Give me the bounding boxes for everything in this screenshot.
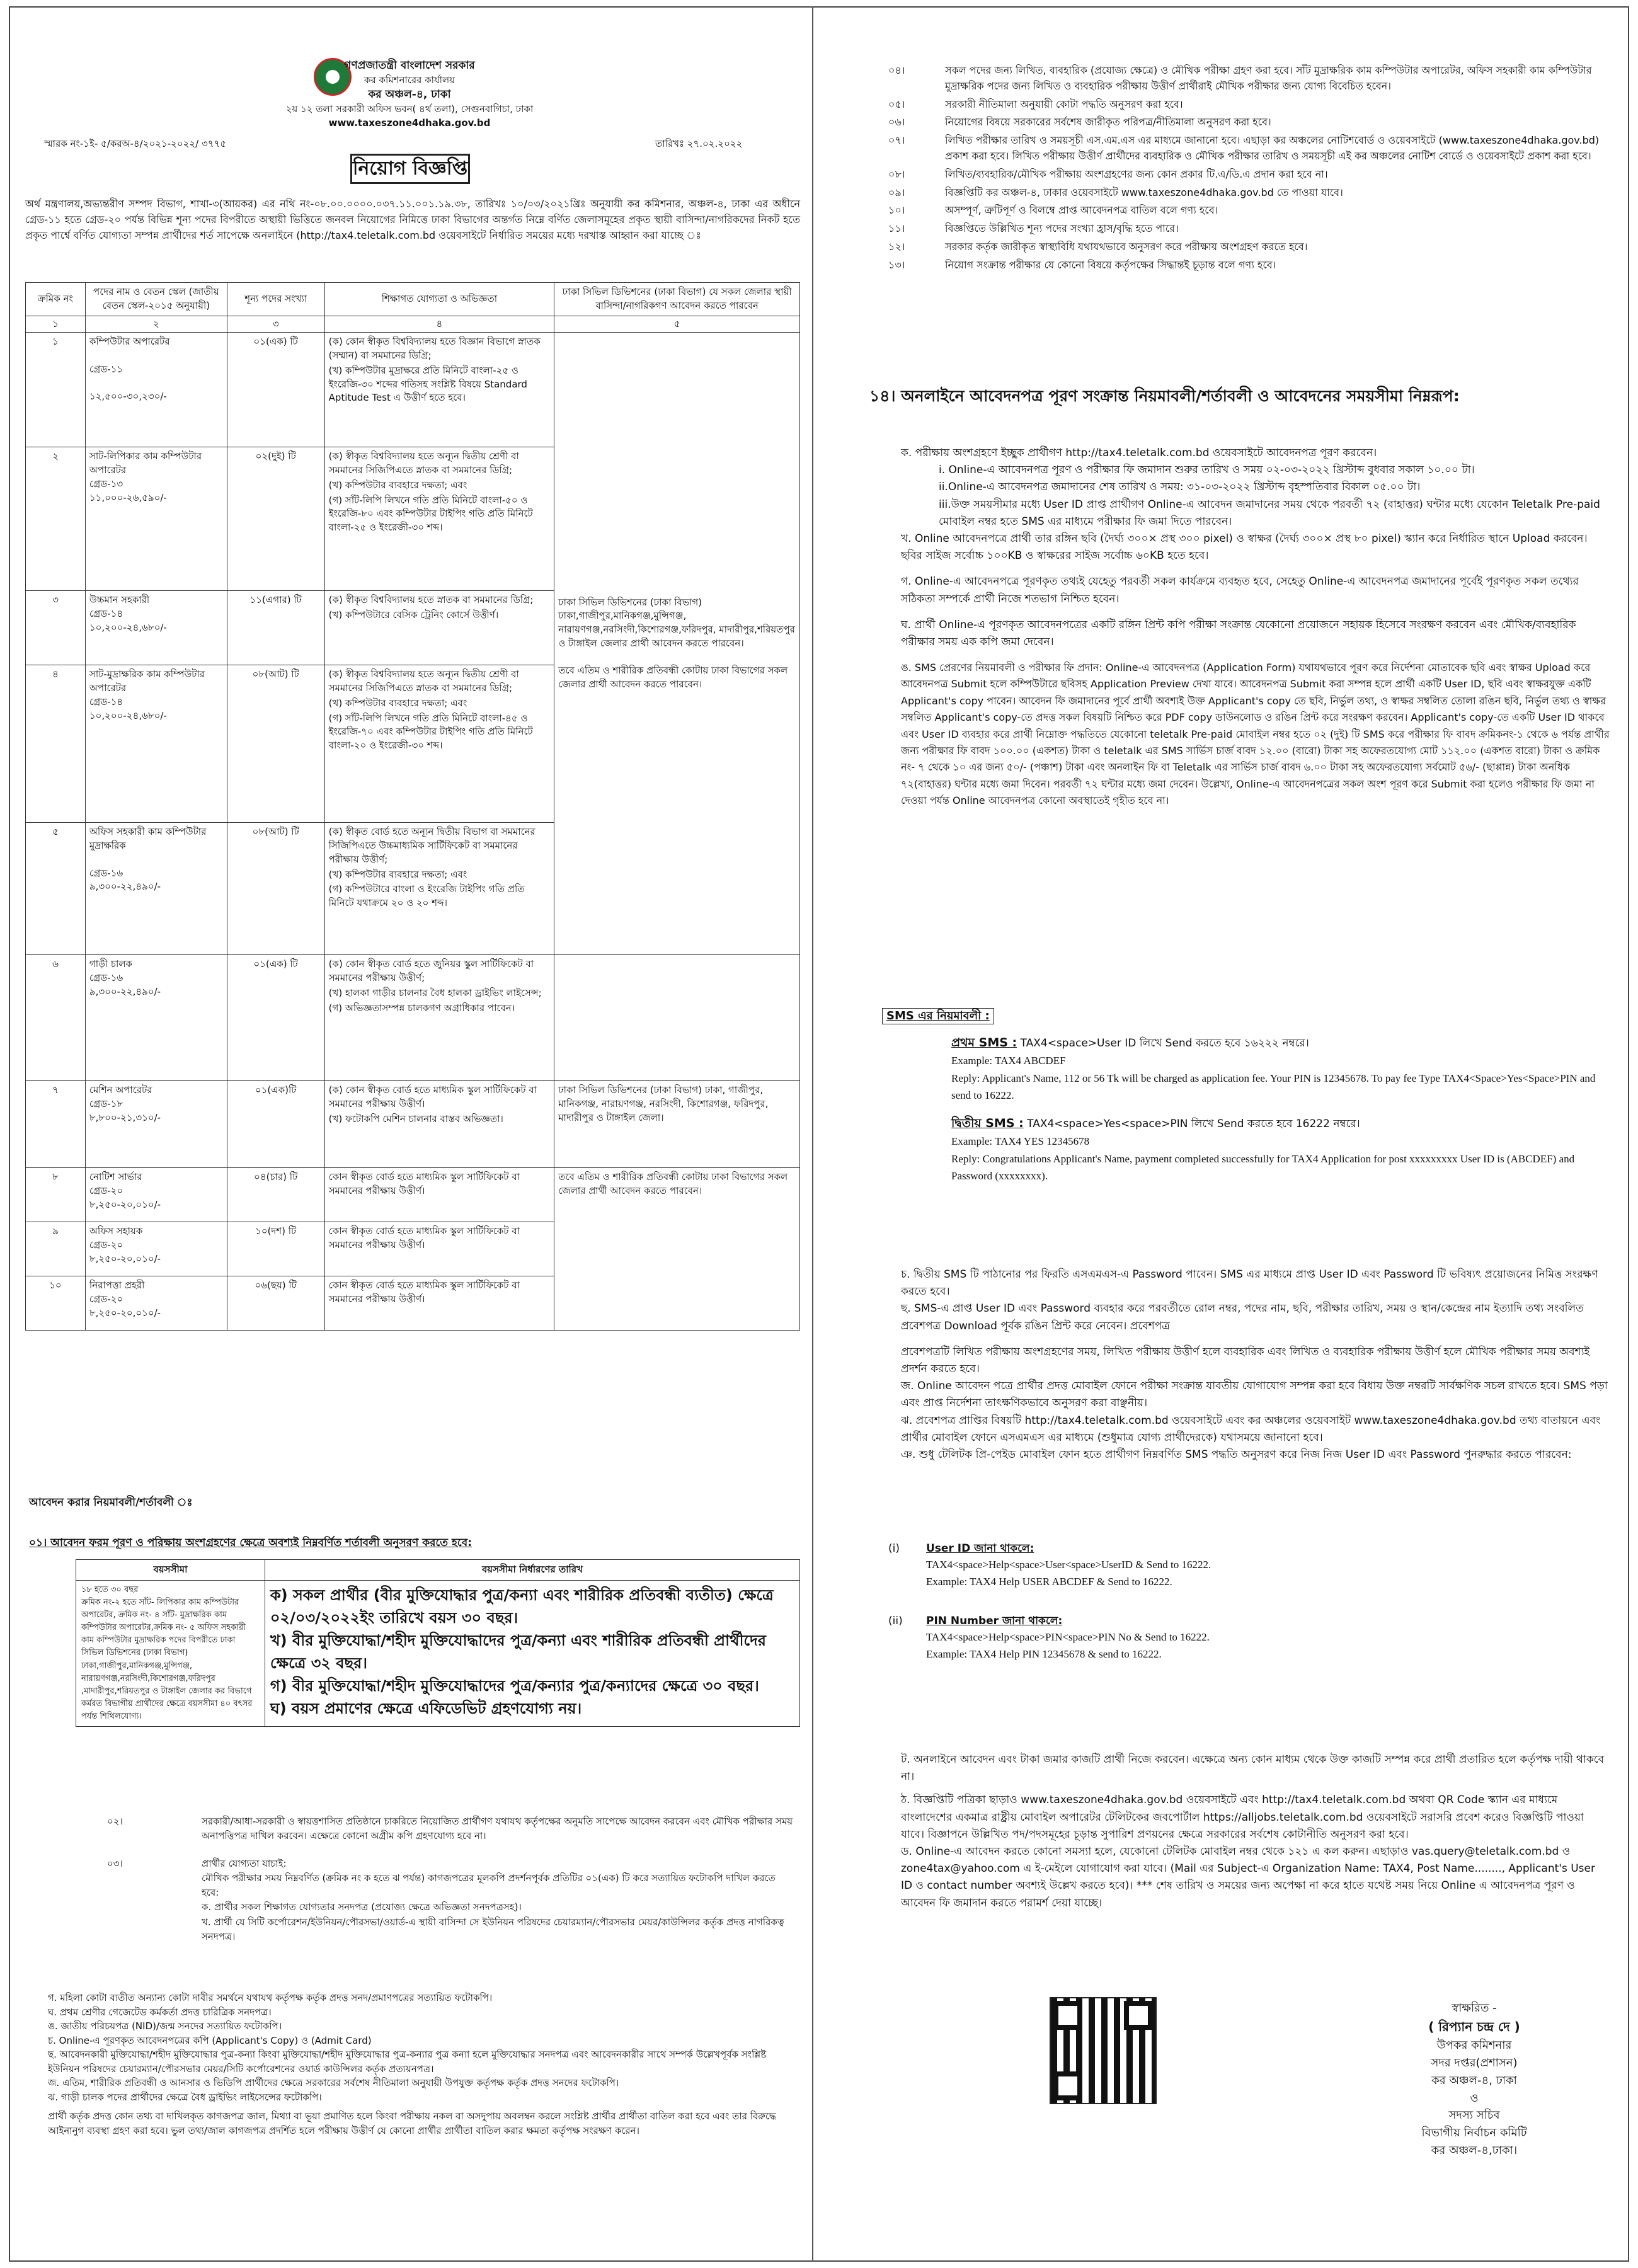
doc-item: ঘ. প্রথম শ্রেণীর গেজেটেড কর্মকর্তা প্রদত্ত চারিত্রিক সনদপত্র। — [48, 2006, 272, 2018]
row-post — [85, 591, 227, 665]
sms1-text: TAX4<space>User ID লিখে Send করতে হবে ১৬২২২ নম্বরে। — [1020, 1037, 1309, 1050]
post-scale: ১১,০০০-২৬,৫৯০/- — [89, 491, 167, 503]
signatory-line: কর অঞ্চল-৪, ঢাকা — [1431, 2073, 1517, 2087]
notice-title: নিয়োগ বিজ্ঞপ্তি — [350, 154, 470, 184]
row-qualification — [324, 333, 554, 447]
retrieve-example: Example: TAX4 Help PIN 12345678 & send to 16222. — [926, 1647, 1162, 1660]
signatory-line: উপকর কমিশনার — [1436, 2038, 1512, 2052]
retrieve-command: TAX4<space>Help<space>User<space>UserID & Send to 16222. — [926, 1559, 1211, 1571]
post-name: নিরাপত্তা প্রহরী — [89, 1280, 145, 1292]
header-website: www.taxeszone4dhaka.gov.bd — [328, 117, 491, 129]
row-qualification — [324, 823, 554, 955]
qualification-line: (খ) কম্পিউটার ব্যবহারে দক্ষতা; এবং — [328, 868, 467, 880]
age-table-wrap — [76, 1559, 800, 1727]
doc-warning: প্রার্থী কর্তৃক প্রদত্ত কোন তথ্য বা দাখিলকৃত কাগজপত্র জাল, মিথ্যা বা ভূয়া প্রমাণিত হলে কিংবা পরীক্ষায় নকল বা অসদুপায় অবলম্বন করলে সংশ্লিষ্ট প্রার্থীর প্রার্থীতা বাতিল করা হবে এবং তার বিরুদ্ধে আইনানুগ ব্যবস্থা গ্রহণ করা হবে। ভুল তথ্য/জাল কাগজপত্র প্রদর্শিত হলে পরীক্ষায় উত্তীর্ণ যে কোনো প্রার্থীর প্রার্থীতা বাতিল করার ক্ষমতা কর্তৃপক্ষ সংরক্ষণ করেন। — [48, 2110, 776, 2136]
row-serial: ৯ — [26, 1222, 86, 1276]
jobs-header-districts: ঢাকা সিভিল ডিভিশনের (ঢাকা বিভাগ) যে সকল জেলার স্থায়ী বাসিন্দা/নাগরিকগণ আবেদন করতে পারবেন — [554, 283, 800, 316]
qualification-line: (গ) কম্পিউটারে বাংলা ও ইংরেজি টাইপিং গতি প্রতি মিনিটে যথাক্রমে ২০ ও ২০ শব্দ। — [328, 883, 525, 908]
row-count: ০৪(চার) টি — [227, 1168, 324, 1222]
retrieve-command: TAX4<space>Help<space>PIN<space>PIN No & Send to 16222. — [926, 1631, 1210, 1644]
row-qualification: কোন স্বীকৃত বোর্ড হতে মাধ্যমিক স্কুল সার্টিফিকেট বা সমমানের পরীক্ষায় উত্তীর্ণ। — [324, 1222, 554, 1276]
rule-number: ০৮। — [888, 168, 905, 180]
row-count: ০১(এক) টি — [227, 955, 324, 1081]
memo-number: স্মারক নং-১ই- ৫/করঅ-৪/২০২১-২০২২/ ৩৭৭৫ — [44, 138, 226, 149]
qualification-line: (ক) কোন স্বীকৃত বোর্ড হতে জুনিয়র স্কুল সার্টিফিকেট বা সমমানের পরীক্ষায় উত্তীর্ণ; — [328, 958, 534, 983]
online-rule: জ. Online আবেদন পত্রে প্রার্থীর প্রদত্ত মোবাইল ফোনে পরীক্ষা সংক্রান্ত যাবতীয় যোগাযোগ সম্পন্ন করা হবে বিধায় উক্ত নম্বরটি সার্বক্ষণিক সচল রাখতে হবে। SMS পড়া এবং প্রাপ্ত নির্দেশনা তাৎক্ষণিকভাবে অনুসরণ করা বাঞ্ছনীয়। — [901, 1380, 1608, 1410]
row-post — [85, 1222, 227, 1276]
col-num: ২ — [85, 316, 227, 333]
row-qualification — [324, 955, 554, 1081]
rule-number: ১১। — [888, 222, 905, 235]
post-grade: গ্রেড-২০ — [89, 1293, 123, 1305]
header-line-2: কর কমিশনারের কার্যালয় — [364, 74, 455, 86]
row-post — [85, 447, 227, 591]
right-column — [825, 0, 1616, 2268]
row-districts — [554, 333, 800, 955]
jobs-header-count: শূন্য পদের সংখ্যা — [227, 283, 324, 316]
post-name: কম্পিউটার অপারেটর — [89, 336, 170, 348]
post-scale: ৮,৮০০-২১,৩১০/- — [89, 1111, 161, 1123]
rule-line: খ. প্রার্থী যে সিটি কর্পোরেশন/ইউনিয়ন/পৌরসভা/ওয়ার্ড-এ স্থায়ী বাসিন্দা সে ইউনিয়ন পরিষদের চেয়ারম্যান/পৌরসভার মেয়র/কাউন্সিলর কর্তৃক প্রদত্ত নাগরিকত্ব সনদপত্র। — [202, 1916, 784, 1942]
online-rule: ঠ. বিজ্ঞপ্তিটি পত্রিকা ছাড়াও www.taxeszone4dhaka.gov.bd ওয়েবসাইটে এবং http://tax4.teletalk.com.bd অথবা QR Code স্ক্যান এর মাধ্যমে বাংলাদেশের একমাত্র রাষ্ট্রীয় মোবাইল অপারেটর টেলিটকের জবপোর্টাল https://alljobs.teletalk.com.bd ওয়েবসাইটে সরাসরি প্রবেশ করেও বিজ্ঞপ্তিটি পাওয়া যাবে। বিজ্ঞাপনে উল্লিখিত পদ/পদসমূহের চূড়ান্ত সুপারিশ প্রণয়নের ক্ষেত্রে সরকারের সর্বশেষ কোটানীতি অনুসরণ করা হবে। — [901, 1794, 1584, 1841]
signatory-line: সদর দপ্তর(প্রশাসন) — [1431, 2056, 1518, 2070]
age-left-cell — [76, 1580, 265, 1727]
qualification-line: (গ) সাঁট-লিপি লিখনে গতি প্রতি মিনিটে বাংলা-৫০ ও ইংরেজি-৮০ এবং কম্পিউটার টাইপিং গতি প্রতি মিনিটে বাংলা-২৫ ও ইংরেজী-৩০ শব্দ। — [328, 494, 533, 533]
row-post — [85, 955, 227, 1081]
row-post — [85, 1276, 227, 1331]
online-rule: চ. দ্বিতীয় SMS টি পাঠানোর পর ফিরতি এসএমএস-এ Password পাবেন। SMS এর মাধ্যমে প্রাপ্ত User ID এবং Password টি ভবিষ্যৎ প্রয়োজনের নিমিত্ত সংরক্ষণ করতে হবে। — [901, 1268, 1598, 1298]
post-grade: গ্রেড-১৪ — [89, 608, 123, 619]
online-rule-sms-fee: ঙ. SMS প্রেরণের নিয়মাবলী ও পরীক্ষার ফি প্রদান: Online-এ আবেদনপত্র (Application Form) যথাযথভাবে পূরণ করে নির্দেশনা মোতাবেক ছবি এবং স্বাক্ষর Upload করে আবেদনপত্র Submit হলে কম্পিউটারে ছবিসহ Application Preview দেখা যাবে। আবেদনপত্র Submit করা সম্পন্ন হলে প্রার্থী একটি User ID, ছবি এবং স্বাক্ষরযুক্ত একটি Applicant's copy পাবেন। আবেদন ফি জমাদানের পূর্বে প্রার্থী অবশ্যই উক্ত Applicant's copy তে ছবি, নির্ভুল তথ্য, ও স্বাক্ষর সম্বলিত তোলা রঙিন ছবি, নির্ভুল তথ্য ও স্বাক্ষর সম্বলিত Applicant's copy-তে প্রদত্ত সকল বিষয়টি নিশ্চিত করে PDF copy ডাউনলোড ও রঙিন প্রিন্ট করে সংরক্ষণ করবেন। Applicant's copy-তে একটি User ID থাকবে এবং User ID ব্যবহার করে প্রার্থী নিম্নোক্ত পদ্ধতিতে যেকোনো teletalk Pre-paid মোবাইল নম্বর হতে ০২ (দুই) টি SMS করে পরীক্ষার ফি বাবদ ক্রমিকনং-১ থেকে ৬ পর্যন্ত প্রার্থীর জন্য পরীক্ষার ফি বাবদ ১০০.০০ (একশত) টাকা ও teletalk এর SMS সার্ভিস চার্জ বাবদ ১২.০০ (বারো) টাকা সহ অফেরতযোগ্য মোট ১১২.০০ (একশত বারো) টাকা ও ক্রমিক নং- ৭ থেকে ১০ এর জন্য ৫০/- (পঞ্চাশ) টাকা এবং অনলাইন ফি বা Teletalk এর সার্ভিস চার্জ বাবদ ৬.০০ টাকা সহ অফেরতযোগ্য সর্বমোট ৫৬/- (ছাপ্পান্ন) টাকা অনধিক ৭২(বাহাত্তর) ঘন্টার মধ্যে জমা দিবেন। পরবর্তী ৭২ ঘন্টার মধ্যে জমা দেবেন। উল্লেখ্য, Online-এ আবেদনপত্রের সকল অংশ পূরণ করে Submit করা হলেও পরীক্ষার ফি জমা না দেওয়া পর্যন্ত Online আবেদনপত্র কোনো অবস্থাতেই গৃহীত হবে না। — [901, 662, 1610, 807]
post-scale: ৯,৩০০-২২,৪৯০/- — [89, 881, 161, 893]
rule-number: ০৪। — [888, 64, 905, 76]
online-rule: ট. অনলাইনে আবেদন এবং টাকা জমার কাজটি প্রার্থী নিজে করবেন। এক্ষেত্রে অন্য কোন মাধ্যম থেকে উক্ত কাজটি সম্পন্ন করে প্রার্থী প্রতারিত হলে কর্তৃপক্ষ দায়ী থাকবে না। — [901, 1753, 1605, 1784]
rule-line: প্রার্থীর যোগ্যতা যাচাই: — [202, 1857, 287, 1869]
row-districts — [554, 955, 800, 1081]
jobs-table-wrap — [25, 282, 800, 1331]
rule-number: ০৫। — [888, 98, 905, 110]
post-scale: ৯,৩০০-২২,৪৯০/- — [89, 985, 161, 997]
online-rule: খ. Online আবেদনপত্রে প্রার্থী তার রঙ্গিন ছবি (দৈর্ঘ্য ৩০০× প্রস্থ ৩০০ pixel) ও স্বাক্ষর (দৈর্ঘ্য ৩০০× প্রস্থ ৮০ pixel) স্ক্যান করে নির্ধারিত স্থানে Upload করবেন। ছবির সাইজ সর্বোচ্চ ১০০KB ও স্বাক্ষরের সাইজ সর্বোচ্চ ৬০KB হতে হবে। — [901, 532, 1588, 563]
header-address: ২য় ১২ তলা সরকারী অফিস ভবন( ৪র্থ তলা), সেগুনবাগিচা, ঢাকা — [285, 103, 534, 115]
row-qualification: কোন স্বীকৃত বোর্ড হতে মাধ্যমিক স্কুল সার্টিফিকেট বা সমমানের পরীক্ষায় উত্তীর্ণ। — [324, 1276, 554, 1331]
rule-text: নিয়োগের বিষয়ে সরকারের সর্বশেষ জারীকৃত পরিপত্র/নীতিমালা অনুসরণ করা হবে। — [945, 116, 1271, 129]
doc-item: গ. মহিলা কোটা ব্যতীত অন্যান্য কোটা দাবীর সমর্থনে যথাযথ কর্তৃপক্ষ কর্তৃক প্রদত্ত সনদ/প্রমাণপত্রের সত্যায়িত ফটোকপি। — [48, 1992, 493, 2003]
age-rule: ক) সকল প্রার্থীর (বীর মুক্তিযোদ্ধার পুত্র/কন্যা এবং শারীরিক প্রতিবন্ধী ব্যতীত) ক্ষেত্রে ০২/০৩/২০২২ইং তারিখে বয়স ৩০ বছর। — [270, 1586, 774, 1627]
doc-item: ঙ. জাতীয় পরিচয়পত্র (NID)/জন্ম সনদের সত্যায়িত ফটোকপি। — [48, 2020, 282, 2032]
row-count: ১১(এগার) টি — [227, 591, 324, 665]
row-serial: ৭ — [26, 1081, 86, 1168]
qualification-line: (ক) স্বীকৃত বিশ্ববিদ্যালয় হতে অন্যূন দ্বিতীয় শ্রেণী বা সমমানের সিজিপিএতে স্নাতক বা সমমানের ডিগ্রি; — [328, 450, 519, 476]
online-subrule: ii.Online-এ আবেদনপত্র জমাদানের শেষ তারিখ ও সময়: ৩১-০৩-২০২২ খ্রিস্টাব্দ বৃহস্পতিবার বিকাল ০৫.০০ টা। — [939, 481, 1421, 494]
post-scale: ১০,২০০-২৪,৬৮০/- — [89, 709, 167, 721]
qr-code-icon[interactable] — [1050, 1997, 1157, 2104]
post-name: মেশিন অপারেটর — [89, 1084, 152, 1096]
table-row — [26, 955, 800, 1081]
jobs-header-post: পদের নাম ও বেতন স্কেল (জাতীয় বেতন স্কেল-২০১৫ অনুযায়ী) — [85, 283, 227, 316]
qualification-line: (ক) কোন স্বীকৃত বোর্ড হতে মাধ্যমিক স্কুল সার্টিফিকেট বা সমমানের পরীক্ষায় উত্তীর্ণ। — [328, 1084, 537, 1109]
row-qualification — [324, 665, 554, 823]
retrieve-userid — [888, 1540, 1581, 1663]
post-grade: গ্রেড-১৪ — [89, 696, 123, 707]
post-name: সাট-মুদ্রাক্ষরিক কাম কম্পিউটার অপারেটর — [89, 668, 205, 694]
doc-item: চ. Online-এ পূরণকৃত আবেদনপত্রের কপি (Applicant's Copy) ও (Admit Card) — [48, 2034, 372, 2046]
qualification-line: (ক) স্বীকৃত বিশ্ববিদ্যালয় হতে অন্যূন দ্বিতীয় শ্রেণী বা সমমানের সিজিপিএতে স্নাতক বা সমমানের ডিগ্রি; — [328, 668, 519, 694]
column-divider — [812, 6, 813, 2262]
qualification-line: (খ) ফটোকপি মেশিন চালনার বাস্তব অভিজ্ঞতা। — [328, 1113, 503, 1125]
row-post — [85, 333, 227, 447]
col-num: ১ — [26, 316, 86, 333]
row-serial: ১ — [26, 333, 86, 447]
rule-text — [164, 1857, 794, 1945]
rule-text: বিজ্ঞপ্তিটি কর অঞ্চল-৪, ঢাকার ওয়েবসাইটে www.taxeszone4dhaka.gov.bd তে পাওয়া যাবে। — [945, 186, 1343, 198]
doc-item: ঝ. গাড়ী চালক পদের প্রার্থীদের ক্ষেত্রে বৈধ ড্রাইভিং লাইসেন্সের ফটোকপি। — [48, 2091, 322, 2103]
online-rule: ঝ. প্রবেশপত্র প্রাপ্তির বিষয়টি http://tax4.teletalk.com.bd ওয়েবসাইটে এবং কর অঞ্চলের ওয়েবসাইট www.taxeszone4dhaka.gov.bd তথ্য বাতায়নে এবং প্রার্থীর মোবাইল ফোনে এসএমএস এর মাধ্যমে (শুধুমাত্র যোগ্য প্রার্থীদেরকে) যথাসময়ে জানানো হবে। — [901, 1414, 1601, 1444]
rule-number: ১২। — [888, 240, 905, 253]
qualification-line: (খ) কম্পিউটার ব্যবহারে দক্ষতা; এবং — [328, 697, 467, 709]
row-qualification: কোন স্বীকৃত বোর্ড হতে মাধ্যমিক স্কুল সার্টিফিকেট বা সমমানের পরীক্ষায় উত্তীর্ণ। — [324, 1168, 554, 1222]
online-rules-2 — [901, 1266, 1610, 1463]
retrieve-label: User ID জানা থাকলে: — [926, 1542, 1034, 1555]
row-count: ০১(এক) টি — [227, 333, 324, 447]
online-rule: ক. পরীক্ষায় অংশগ্রহণে ইচ্ছুক প্রার্থীগণ http://tax4.teletalk.com.bd ওয়েবসাইটে আবেদনপত্র পূরণ করবেন। — [901, 447, 1377, 459]
rule-text: সরকারী নীতিমালা অনুযায়ী কোটা পদ্ধতি অনুসরণ করা হবে। — [945, 98, 1183, 110]
post-grade: গ্রেড-২০ — [89, 1185, 123, 1196]
online-rules — [901, 445, 1610, 810]
row-qualification — [324, 591, 554, 665]
rule-line: ক. প্রার্থীর সকল শিক্ষাগত যোগ্যতার সনদপত্র (প্রযোজ্য ক্ষেত্রে অভিজ্ঞতা সনদপত্রসহ)। — [202, 1901, 522, 1913]
signatory-line: কর অঞ্চল-৪,ঢাকা। — [1431, 2144, 1518, 2158]
post-scale: ৮,২৫০-২০,০১০/- — [89, 1252, 161, 1264]
rule-number: ০৭। — [888, 134, 905, 147]
online-rule: ঞ. শুধু টেলিটক প্রি-পেইড মোবাইল ফোন হতে প্রার্থীগণ নিম্নবর্ণিত SMS পদ্ধতি অনুসরণ করে নিজ নিজ User ID এবং Password পুনরুদ্ধার করতে পারবেন: — [901, 1448, 1572, 1461]
age-rule: গ) বীর মুক্তিযোদ্ধা/শহীদ মুক্তিযোদ্ধাদের পুত্র/কন্যার পুত্র/কন্যাদের ক্ষেত্রে ৩০ বছর। — [270, 1676, 759, 1695]
rule-text: বিজ্ঞপ্তিতে উল্লিখিত শূন্য পদের সংখ্যা হ্রাস/বৃদ্ধি হতে পারে। — [945, 222, 1179, 235]
office-header — [19, 58, 800, 130]
rule-01: ০১। আবেদন ফরম পূরণ ও পরিক্ষায় অংশগ্রহণের ক্ষেত্রে অবশ্যই নিম্নবর্ণিত শর্তাবলী অনুসরণ করতে হবে: — [29, 1537, 472, 1549]
right-rules — [888, 63, 1613, 276]
retrieve-example: Example: TAX4 Help USER ABCDEF & Send to 16222. — [926, 1575, 1172, 1588]
row-districts: ঢাকা সিভিল ডিভিশনের (ঢাকা বিভাগ) ঢাকা, গাজীপুর, মানিকগঞ্জ, নারায়ণগঞ্জ, নরসিংদী, কিশোরগঞ্জ, ফরিদপুর, মাদারীপুর ও টাঙ্গাইল জেলা। — [554, 1081, 800, 1168]
header-line-1: গণপ্রজাতন্ত্রী বাংলাদেশ সরকার — [344, 59, 475, 72]
age-header-date: বয়সসীমা নির্ধারণের তারিখ — [265, 1560, 799, 1581]
age-range: ১৮ হতে ৩০ বছর — [81, 1584, 139, 1595]
row-qualification — [324, 447, 554, 591]
districts-text: ঢাকা সিভিল ডিভিশনের (ঢাকা বিভাগ) ঢাকা,গাজীপুর,মানিকগঞ্জ,মুন্সিগঞ্জ, নারায়ণগঞ্জ,নরসিংদী,কিশোরগঞ্জ,ফরিদপুর, মাদারীপুর,শরিয়তপুর ও টাঙ্গাইল জেলার প্রার্থী আবেদন করতে পারবেন। — [558, 596, 795, 649]
qualification-line: (খ) কম্পিউটার ব্যবহারে দক্ষতা; এবং — [328, 479, 467, 491]
post-name: অফিস সহায়ক — [89, 1225, 143, 1237]
rule-number: ১০। — [888, 204, 905, 217]
rule-text: অসম্পূর্ণ, ত্রুটিপূর্ণ ও বিলম্বে প্রাপ্ত আবেদনপত্র বাতিল বলে গণ্য হবে। — [945, 204, 1218, 217]
age-table — [76, 1559, 800, 1727]
rule-text: নিয়োগ সংক্রান্ত পরীক্ষার যে কোনো বিষয়ে কর্তৃপক্ষের সিদ্ধান্তই চূড়ান্ত বলে গণ্য হবে। — [945, 258, 1276, 271]
post-grade: গ্রেড-১৬ — [89, 867, 123, 879]
online-subrule: i. Online-এ আবেদনপত্র পূরণ ও পরীক্ষার ফি জমাদান শুরুর তারিখ ও সময় ০২-০৩-২০২২ খ্রিস্টাব্দ বুধবার সকাল ১০.০০ টা। — [939, 464, 1475, 477]
row-count: ০৬(ছয়) টি — [227, 1276, 324, 1331]
sms-rules — [951, 1033, 1606, 1184]
post-name: উচ্চমান সহকারী — [89, 594, 150, 606]
col-num: ৩ — [227, 316, 324, 333]
rule-number: ০২। — [107, 1816, 123, 1827]
left-rules — [107, 1814, 794, 1947]
left-column — [19, 0, 800, 2268]
row-serial: ২ — [26, 447, 86, 591]
row-districts: তবে এতিম ও শারীরিক প্রতিবন্ধী কোটায় ঢাকা বিভাগের সকল জেলার প্রার্থী আবেদন করতে পারবেন। — [554, 1168, 800, 1331]
online-rules-3 — [901, 1751, 1610, 1912]
online-rule: প্রবেশপত্রটি লিখিত পরীক্ষায় অংশগ্রহণের সময়, লিখিত পরীক্ষায় উত্তীর্ণ হলে ব্যবহারিক এবং লিখিত ও ব্যবহারিক পরীক্ষায় উত্তীর্ণ হলে মৌখিক পরীক্ষার সময় অবশ্যই প্রদর্শন করতে হবে। — [901, 1345, 1590, 1375]
online-rule: গ. Online-এ আবেদনপত্রে পূরণকৃত তথ্যই যেহেতু পরবর্তী সকল কার্যক্রমে ব্যবহৃত হবে, সেহেতু Online-এ আবেদনপত্র জমাদানের পূর্বেই পূরণকৃত সকল তথ্যের সঠিকতা সম্পর্কে প্রার্থী নিজে শতভাগ নিশ্চিত হবেন। — [901, 575, 1579, 605]
qualification-line: (ক) স্বীকৃত বোর্ড হতে অন্যূন দ্বিতীয় বিভাগ বা সমমানের সিজিপিএতে উচ্চমাধ্যমিক সার্টিফিকেট বা সমমানের পরীক্ষায় উত্তীর্ণ; — [328, 826, 536, 865]
col-num: ৫ — [554, 316, 800, 333]
rule-number: ০৩। — [107, 1857, 123, 1869]
sms1-example: Example: TAX4 ABCDEF — [951, 1055, 1066, 1067]
age-rule: ঘ) বয়স প্রমাণের ক্ষেত্রে এফিডেভিট গ্রহণযোগ্য নয়। — [270, 1699, 582, 1717]
table-row — [26, 1168, 800, 1222]
sms2-reply: Reply: Congratulations Applicant's Name, payment completed successfully for TAX4 Application for post xxxxxxxxx User ID is (ABCDEF) and Password (xxxxxxxx). — [951, 1152, 1575, 1182]
retrieve-number: (ii) — [888, 1615, 903, 1628]
row-count: ০২(দুই) টি — [227, 447, 324, 591]
post-scale: ১০,২০০-২৪,৬৮০/- — [89, 621, 167, 633]
row-count: ০৮(আট) টি — [227, 665, 324, 823]
online-rule: ড. Online-এ আবেদন করতে কোনো সমস্যা হলে, যেকোনো টেলিটক মোবাইল নম্বর থেকে ১২১ এ কল করুন। এছাড়াও vas.query@teletalk.com.bd ও zone4tax@yahoo.com এ ই-মেইলে যোগাযোগ করা যাবে। (Mail এর Subject-এ Organization Name: TAX4, Post Name........, Applicant's User ID ও contact number অবশ্যই উল্লেখ করতে হবে)। *** শেষ তারিখ ও সময়ের জন্য অপেক্ষা না করে হাতে যথেষ্ট সময় নিয়ে Online এ আবেদনপত্র পূরণ ও আবেদন ফি জমাদান করতে পরামর্শ দেয়া যাচ্ছে। — [901, 1845, 1595, 1910]
row-post — [85, 823, 227, 955]
post-grade: গ্রেড-১৩ — [89, 478, 123, 490]
rule-text: লিখিত পরীক্ষার তারিখ ও সময়সূচী এস.এম.এস এর মাধ্যমে জানানো হবে। এছাড়া কর অঞ্চলের নোটিশবোর্ড ও ওয়েবসাইটে (www.taxeszone4dhaka.gov.bd) প্রকাশ করা হবে। লিখিত পরীক্ষায় উত্তীর্ণ প্রার্থীদের ব্যবহারিক ও মৌখিক পরীক্ষার তারিখ ও সময়সূচী এই কর অঞ্চলের নোটিশ বোর্ডে ও ওয়েবসাইটে প্রকাশ করা হবে। — [945, 134, 1600, 162]
retrieve-label: PIN Number জানা থাকলে: — [926, 1615, 1063, 1628]
post-scale: ৮,২৫০-২০,০১০/- — [89, 1198, 161, 1210]
sms1-reply: Reply: Applicant's Name, 112 or 56 Tk will be charged as application fee. Your PIN is 12345678. To pay fee Type TAX4<Space>Yes<Space>PIN and send to 16222. — [951, 1072, 1596, 1101]
row-qualification — [324, 1081, 554, 1168]
post-grade: গ্রেড-১৮ — [89, 1098, 123, 1109]
rule-text: সরকারী/আধা-সরকারী ও স্বায়ত্তশাসিত প্রতিষ্ঠানে চাকরিতে নিয়োজিত প্রার্থীগণ যথাযথ কর্তৃপক্ষের অনুমতি সাপেক্ষে আবেদন করবেন এবং মৌখিক পরীক্ষার সময় অনাপত্তিপত্র দাখিল করবেন। এক্ষেত্রে কোনো অগ্রীম কপি গ্রহণযোগ্য হবে না। — [202, 1816, 793, 1842]
jobs-header-qualification: শিক্ষাগত যোগ্যতা ও অভিজ্ঞতা — [324, 283, 554, 316]
sms2-example: Example: TAX4 YES 12345678 — [951, 1135, 1090, 1148]
row-serial: ৪ — [26, 665, 86, 823]
rule-line: মৌখিক পরীক্ষার সময় নিম্নবর্ণিত (ক্রমিক নং ক হতে ঝ পর্যন্ত) কাগজপত্রের মূলকপি প্রদর্শনপূর্বক প্রতিটির ০১(এক) টি করে সত্যায়িত ফটোকপি দাখিল করতে হবে: — [202, 1872, 776, 1898]
post-grade: গ্রেড-১১ — [89, 363, 123, 375]
rule-number: ১৩। — [888, 258, 905, 271]
jobs-header-serial: ক্রমিক নং — [26, 283, 86, 316]
row-count: ১০(দশ) টি — [227, 1222, 324, 1276]
retrieve-number: (i) — [888, 1542, 900, 1555]
col-num: ৪ — [324, 316, 554, 333]
online-rule: ঘ. প্রার্থী Online-এ পূরণকৃত আবেদনপত্রের একটি রঙ্গিন প্রিন্ট কপি পরীক্ষা সংক্রান্ত যেকোনো প্রয়োজনে সহায়ক হিসেবে সংরক্ষণ করবেন এবং মৌখিক/ব্যবহারিক পরীক্ষার সময় এক কপি জমা দেবেন। — [901, 618, 1576, 648]
rule-number: ০৯। — [888, 186, 905, 198]
qualification-line: (খ) কম্পিউটার মুদ্রাক্ষরে প্রতি মিনিটে বাংলা-২৫ ও ইংরেজি-৩০ শব্দের গতিসহ সংশ্লিষ্ট বিষয়ে Standard Aptitude Test এ উত্তীর্ণ হতে হবে। — [328, 364, 527, 404]
row-serial: ৮ — [26, 1168, 86, 1222]
districts-quota-note: তবে এতিম ও শারীরিক প্রতিবন্ধী কোটায় ঢাকা বিভাগের সকল জেলার প্রার্থী আবেদন করতে পারবেন। — [558, 665, 788, 690]
rule-text: সকল পদের জন্য লিখিত, ব্যবহারিক (প্রযোজ্য ক্ষেত্রে) ও মৌখিক পরীক্ষা গ্রহণ করা হবে। সাঁট মুদ্রাক্ষরিক কাম কম্পিউটার অপারেটর, অফিস সহকারী কাম কম্পিউটার মুদ্রাক্ষরিক পদের জন্য লিখিত ও ব্যবহারিক পরীক্ষায় উত্তীর্ণ প্রার্থীরাই মৌখিক পরীক্ষার জন্য যোগ্য বিবেচিত হবেন। — [945, 64, 1592, 92]
doc-item: জ. এতিম, শারীরিক প্রতিবন্ধী ও আনসার ও ভিডিপি প্রার্থীদের ক্ষেত্রে সরকারের সর্বশেষ নীতিমালা অনুযায়ী উপযুক্ত কর্তৃপক্ষ কর্তৃক প্রদত্ত সনদের ফটোকপি। — [48, 2077, 619, 2088]
qualification-line: (ক) স্বীকৃত বিশ্ববিদ্যালয় হতে স্নাতক বা সমমানের ডিগ্রি; — [328, 594, 534, 606]
rules-title: আবেদন করার নিয়মাবলী/শর্তাবলী ঃ — [29, 1496, 193, 1509]
intro-paragraph: অর্থ মন্ত্রণালয়,অভ্যন্তরীণ সম্পদ বিভাগ, শাখা-৩(আয়কর) এর নথি নং-০৮.০০.০০০০.০৩৭.১১.০০১.১৯.৩৮, তারিখঃ ১০/০৩/২০২১খ্রিঃ অনুযায়ী কর কমিশনার, অঞ্চল-৪, ঢাকা এর অধীনে গ্রেড-১১ হতে গ্রেড-২০ পর্যন্ত বিভিন্ন শূন্য পদের বিপরীতে অস্থায়ী ভিত্তিতে জনবল নিয়োগের নিমিত্তে ঢাকা বিভাগের অন্তর্গত নিম্নে বর্ণিত জেলাসমূহের প্রকৃত স্থায়ী বাসিন্দা/নাগরিকদের নিকট হতে প্রকৃত পার্শ্বে বর্ণিত যোগ্যতা সম্পন্ন প্রার্থীদের শর্ত সাপেক্ষে অনলাইনে (http://tax4.teletalk.com.bd ওয়েবসাইটে নির্ধারিত সময়ের মধ্যে দরখাস্ত আহ্বান করা যাচ্ছে ঃ — [25, 198, 800, 241]
rule-number: ০৬। — [888, 116, 905, 129]
online-rule: ছ. SMS-এ প্রাপ্ত User ID এবং Password ব্যবহার করে পরবর্তীতে রোল নম্বর, পদের নাম, ছবি, পরীক্ষার তারিখ, সময় ও স্থান/কেন্দ্রের নাম ইত্যাদি তথ্য সংবলিত প্রবেশপত্র Download পূর্বক রঙিন প্রিন্ট করে নেবেন। প্রবেশপত্র — [901, 1302, 1584, 1332]
signature-signed: স্বাক্ষরিত - — [1452, 2002, 1497, 2015]
post-grade: গ্রেড-১৬ — [89, 972, 123, 983]
sms-rules-title: SMS এর নিয়মাবলী : — [882, 1008, 994, 1024]
sms2-text: TAX4<space>Yes<space>PIN লিখে Send করতে হবে 16222 নম্বরে। — [1027, 1117, 1360, 1130]
row-serial: ৫ — [26, 823, 86, 955]
age-relax-note: ক্রমিক নং-২ হতে সাঁট- লিপিকার কাম কম্পিউটার অপারেটর, ক্রমিক নং- ৪ সাঁট- মুদ্রাক্ষরিক কাম কম্পিউটার অপারেটর,ক্রমিক নং- ৫ অফিস সহকারী কাম কম্পিউটার মুদ্রাক্ষরিক পদের বিপরীতে ঢাকা সিভিল ডিভিশনের (ঢাকা বিভাগ) ঢাকা,গাজীপুর,মানিকগঞ্জ,মুন্সিগঞ্জ, নারায়ণগঞ্জ,নরসিংদী,কিশোরগঞ্জ,ফরিদপুর ,মাদারীপুর,শরিয়তপুর ও টাঙ্গাইল জেলার কর বিভাগে কর্মরত বিভাগীয় প্রার্থীদের ক্ষেত্রে বয়সসীমা ৪০ বৎসর পর্যন্ত শিথিলযোগ্য। — [81, 1597, 253, 1722]
post-scale: ১২,৫০০-৩০,২৩০/- — [89, 391, 167, 403]
table-row — [26, 1081, 800, 1168]
online-subrule: iii.উক্ত সময়সীমার মধ্যে User ID প্রাপ্ত প্রার্থীগণ Online-এ আবেদন জমাদানের সময় থেকে পরবর্তী ৭২ (বাহাত্তর) ঘন্টার মধ্যে যেকোন Teletalk Pre-paid মোবাইল নম্বর হতে SMS এর মাধ্যমে পরীক্ষার ফি জমা দিতে পারবেন। — [939, 498, 1600, 528]
document-list — [48, 1991, 798, 2138]
row-post — [85, 1081, 227, 1168]
qualification-line: (ক) কোন স্বীকৃত বিশ্ববিদ্যালয় হতে বিজ্ঞান বিভাগে স্নাতক (সম্মান) বা সমমানের ডিগ্রি; — [328, 336, 541, 361]
row-serial: ৩ — [26, 591, 86, 665]
sms1-label: প্রথম SMS : — [951, 1036, 1017, 1050]
rule-text: সরকার কর্তৃক জারীকৃত স্বাস্থ্যবিধি যথাযথভাবে অনুসরণ করে পরীক্ষায় অংশগ্রহণ করতে হবে। — [945, 240, 1308, 253]
row-count: ০৮(আট) টি — [227, 823, 324, 955]
jobs-table — [25, 282, 800, 1331]
row-post — [85, 1168, 227, 1222]
sms2-label: দ্বিতীয় SMS : — [951, 1116, 1024, 1130]
qualification-line: (গ) সাঁট-লিপি লিখনে গতি প্রতি মিনিটে বাংলা-৪৫ ও ইংরেজি-৭০ এবং কম্পিউটার টাইপিং গতি প্রতি মিনিটে বাংলা-২০ ও ইংরেজী-৩০ শব্দ। — [328, 712, 533, 751]
rule-text: লিখিত/ব্যবহারিক/মৌখিক পরীক্ষায় অংশগ্রহণের জন্য কোন প্রকার টি.এ/ডি.এ প্রদান করা হবে না। — [945, 168, 1328, 180]
row-serial: ৬ — [26, 955, 86, 1081]
post-name: গাড়ী চালক — [89, 958, 132, 970]
post-grade: গ্রেড-২০ — [89, 1239, 123, 1251]
age-rule: খ) বীর মুক্তিযোদ্ধা/শহীদ মুক্তিযোদ্ধাদের পুত্র/কন্যা এবং শারীরিক প্রতিবন্ধী প্রার্থীদের ক্ষেত্রে ৩২ বছর। — [270, 1631, 766, 1672]
age-header-limit: বয়সসীমা — [76, 1560, 265, 1581]
signatory-line: সদস্য সচিব — [1448, 2109, 1500, 2122]
header-line-3: কর অঞ্চল-৪, ঢাকা — [368, 88, 451, 101]
notice-date: তারিখঃ ২৭.০২.২০২২ — [655, 138, 743, 149]
qualification-line: (খ) হালকা গাড়ীর চালনার বৈধ হালকা ড্রাইভিং লাইসেন্স; — [328, 987, 542, 999]
doc-item: ছ. আবেদনকারী মুক্তিযোদ্ধা/শহীদ মুক্তিযোদ্ধার পুত্র-কন্যা কিংবা মুক্তিযোদ্ধা/শহীদ মুক্তিযোদ্ধার পুত্র-কন্যার পুত্র কন্যা হলে মুক্তিযোদ্ধার সনদপত্র এবং আবেদনকারীর সাথে সম্পর্ক উল্লেখপূর্বক সংশ্লিষ্ট ইউনিয়ন পরিষদের চেয়ারম্যান/পৌরসভার মেয়র/সিটি কর্পোরেশনের ওয়ার্ড কাউন্সিলর কর্তৃক প্রত্যয়নপত্র। — [48, 2049, 767, 2075]
age-rules-cell — [265, 1580, 799, 1727]
post-name: সাট-লিপিকার কাম কম্পিউটার অপারেটর — [89, 450, 202, 476]
qualification-line: (গ) অভিজ্ঞতাসম্পন্ন চালকগণ অগ্রাধিকার পাবেন। — [328, 1002, 515, 1014]
signatory-line: বিভাগীয় নির্বাচন কমিটি — [1421, 2126, 1527, 2140]
table-row — [26, 333, 800, 447]
row-count: ০১(এক)টি — [227, 1081, 324, 1168]
signature-block — [1342, 2000, 1606, 2160]
post-scale: ৮,২৫০-২০,০১০/- — [89, 1307, 161, 1319]
row-post — [85, 665, 227, 823]
post-name: অফিস সহকারী কাম কম্পিউটার মুদ্রাক্ষরিক — [89, 826, 207, 851]
online-section-heading: ১৪। অনলাইনে আবেদনপত্র পূরণ সংক্রান্ত নিয়মাবলী/শর্তাবলী ও আবেদনের সময়সীমা নিম্নরূপ: — [869, 387, 1460, 405]
signatory-line: ও — [1470, 2091, 1479, 2105]
post-name: নোটিশ সার্ভার — [89, 1171, 142, 1183]
row-serial: ১০ — [26, 1276, 86, 1331]
qualification-line: (খ) কম্পিউটারে বেসিক ট্রেনিং কোর্সে উত্তীর্ণ। — [328, 609, 499, 621]
signatory-name: ( রিপ্যান চন্দ্র দে ) — [1428, 2019, 1520, 2034]
